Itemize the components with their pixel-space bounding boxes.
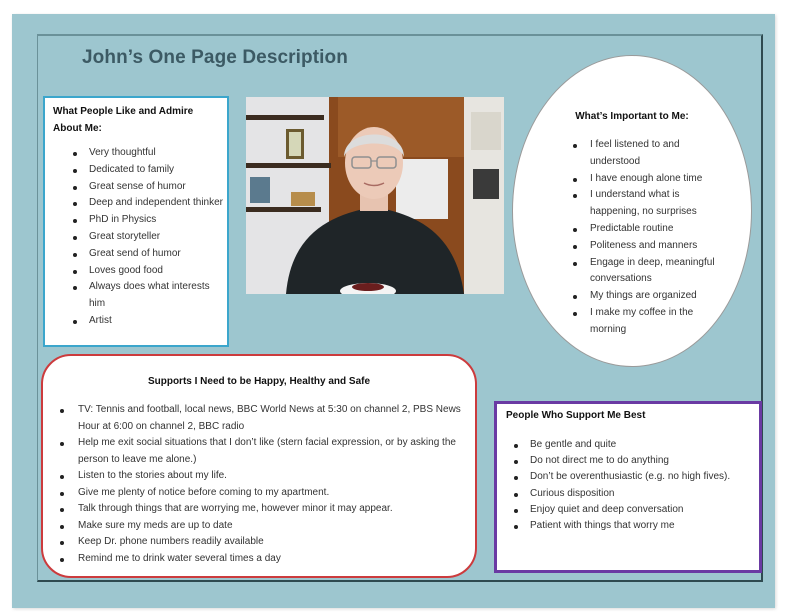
- list-item-text: Give me plenty of notice before coming to my apartment.: [78, 486, 330, 498]
- list-item: [55, 145, 225, 162]
- bullet-icon: [60, 541, 64, 545]
- list-item-text: Loves good food: [89, 264, 163, 276]
- list-item-text: I feel listened to and understood: [590, 139, 680, 167]
- bullet-icon: [60, 492, 64, 496]
- people-support-heading: People Who Support Me Best: [506, 410, 646, 421]
- list-item-text: Deep and independent thinker: [89, 197, 223, 209]
- list-item-text: Very thoughtful: [89, 147, 156, 158]
- list-item-text: TV: Tennis and football, local news, BBC World News at 5:30 on channel 2, PBS News Hour at 6:00 on channel 2, BBC radio: [78, 404, 461, 432]
- list-item-text: Be gentle and quite: [530, 439, 617, 450]
- bullet-icon: [73, 320, 77, 324]
- list-item: [53, 402, 469, 435]
- list-item-text: Don’t be overenthusiastic (e.g. no high fives).: [530, 471, 731, 483]
- bullet-icon: [60, 442, 64, 446]
- bullet-icon: [514, 460, 518, 464]
- bullet-icon: [514, 525, 518, 529]
- bullet-icon: [573, 295, 577, 299]
- bullet-icon: [73, 202, 77, 206]
- bullet-icon: [573, 178, 577, 182]
- list-item: [505, 502, 755, 518]
- list-item: [53, 534, 469, 551]
- bullet-icon: [514, 493, 518, 497]
- list-item: [505, 518, 755, 534]
- list-item-text: Do not direct me to do anything: [530, 455, 669, 467]
- list-item: [568, 255, 728, 289]
- bullet-icon: [73, 219, 77, 223]
- list-item: [55, 195, 225, 212]
- list-item-text: Always does what interests him: [89, 281, 210, 310]
- list-item: [55, 229, 225, 246]
- bullet-icon: [73, 253, 77, 257]
- portrait-photo: [246, 97, 504, 294]
- list-item-text: Great sense of humor: [89, 180, 186, 192]
- list-item-text: Politeness and manners: [590, 239, 698, 251]
- bullet-icon: [60, 558, 64, 562]
- bullet-icon: [73, 236, 77, 240]
- list-item: [53, 485, 469, 502]
- list-item: [53, 551, 469, 568]
- people-support-list: [505, 437, 755, 534]
- list-item-text: PhD in Physics: [89, 214, 157, 226]
- bullet-icon: [60, 525, 64, 529]
- list-item-text: Curious disposition: [530, 487, 615, 499]
- list-item-text: Keep Dr. phone numbers readily available: [78, 536, 264, 547]
- bullet-icon: [573, 144, 577, 148]
- bullet-icon: [573, 312, 577, 316]
- bullet-icon: [73, 169, 77, 173]
- list-item: [568, 238, 728, 255]
- list-item: [568, 187, 728, 221]
- bullet-icon: [573, 194, 577, 198]
- list-item-text: Talk through things that are worrying me, however minor it may appear.: [78, 503, 393, 514]
- list-item-text: Predictable routine: [590, 222, 674, 234]
- list-item: [568, 305, 728, 339]
- important-ellipse: [512, 55, 752, 367]
- list-item: [53, 435, 469, 468]
- list-item-text: Great storyteller: [89, 230, 161, 242]
- list-item: [55, 279, 225, 313]
- like-admire-list: [55, 145, 225, 330]
- bullet-icon: [60, 475, 64, 479]
- list-item-text: Help me exit social situations that I don’t like (stern facial expression, or by asking the person to leave me alone.): [78, 437, 456, 465]
- list-item: [55, 246, 225, 263]
- list-item-text: I understand what is happening, no surprises: [590, 189, 697, 218]
- list-item: [505, 486, 755, 502]
- bullet-icon: [514, 509, 518, 513]
- list-item: [505, 453, 755, 469]
- important-heading: What’s Important to Me:: [575, 111, 689, 122]
- list-item: [53, 468, 469, 485]
- bullet-icon: [573, 262, 577, 266]
- bullet-icon: [514, 444, 518, 448]
- bullet-icon: [73, 270, 77, 274]
- list-item: [55, 162, 225, 179]
- supports-heading: Supports I Need to be Happy, Healthy and Safe: [147, 376, 371, 387]
- list-item: [568, 137, 728, 171]
- like-admire-heading: What People Like and Admire About Me:: [53, 106, 194, 134]
- list-item-text: Remind me to drink water several times a day: [78, 552, 281, 564]
- list-item-text: Make sure my meds are up to date: [78, 519, 233, 531]
- portrait-illustration: [246, 97, 504, 294]
- bullet-icon: [514, 476, 518, 480]
- people-support-box: [494, 401, 762, 573]
- list-item-text: I have enough alone time: [590, 172, 703, 184]
- bullet-icon: [73, 186, 77, 190]
- list-item-text: My things are organized: [590, 290, 697, 302]
- list-item-text: Artist: [89, 314, 112, 326]
- bullet-icon: [573, 245, 577, 249]
- bullet-icon: [573, 228, 577, 232]
- list-item: [568, 221, 728, 238]
- list-item-text: Dedicated to family: [89, 163, 175, 175]
- page-title: John’s One Page Description: [82, 47, 348, 68]
- list-item: [505, 469, 755, 485]
- list-item-text: Patient with things that worry me: [530, 520, 675, 532]
- bullet-icon: [73, 152, 77, 156]
- list-item: [505, 437, 755, 453]
- supports-box: [41, 354, 477, 578]
- important-list: [568, 137, 728, 339]
- list-item: [568, 288, 728, 305]
- list-item: [55, 263, 225, 280]
- list-item-text: Great send of humor: [89, 247, 181, 259]
- list-item: [55, 179, 225, 196]
- list-item-text: Enjoy quiet and deep conversation: [530, 503, 684, 515]
- bullet-icon: [60, 508, 64, 512]
- bullet-icon: [73, 286, 77, 290]
- like-admire-box: [43, 96, 229, 347]
- list-item-text: Listen to the stories about my life.: [78, 470, 227, 481]
- supports-list: [53, 402, 469, 567]
- list-item: [53, 501, 469, 518]
- bullet-icon: [60, 409, 64, 413]
- list-item: [55, 212, 225, 229]
- list-item: [55, 313, 225, 330]
- list-item-text: I make my coffee in the morning: [590, 306, 694, 335]
- list-item: [568, 171, 728, 188]
- list-item: [53, 518, 469, 535]
- list-item-text: Engage in deep, meaningful conversations: [590, 256, 715, 285]
